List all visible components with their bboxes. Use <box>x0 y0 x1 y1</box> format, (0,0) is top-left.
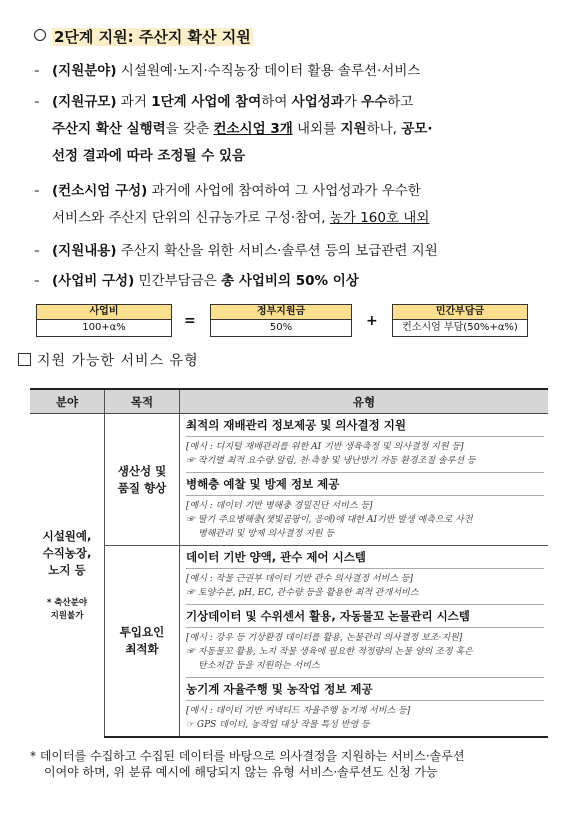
header-purpose: 목적 <box>105 389 180 414</box>
header-field: 분야 <box>30 389 105 414</box>
service-item: 병해충 예찰 및 방제 정보 제공 [예시 : 데이터 기반 병해충 경밀진단 서비스 등] ☞ 딸기 주요병해충(잿빛곰팡이, 응애)에 대한 AI기반 발생 예측으로 사전 병해관리 및 방제 의사결정 지원 등 <box>186 472 544 545</box>
formula-private-funding: 민간부담금 컨소시엄 부담(50%+α%) <box>392 304 528 337</box>
livestock-note: * 축산분야 지원불가 <box>46 598 88 621</box>
formula-equals: = <box>184 313 196 329</box>
service-list <box>180 414 549 546</box>
purpose-cell: 생산성 및 품질 향상 <box>105 414 180 546</box>
service-item: 기상데이터 및 수위센서 활용, 자동물꼬 논물관리 시스템 [예시 : 강우 등 기상환경 데이터를 활용, 논물관리 의사결정 보조·지원] ☞ 자동물꼬 활용, 노지 작물 생육에 필요한 적정량의 논물 양의 조정 혹은 탄소저감 등을 지원하는 서비스 <box>186 604 544 677</box>
table-row <box>30 546 548 738</box>
section-heading-text: 2단계 지원: 주산지 확산 지원 <box>54 28 251 46</box>
formula-plus: + <box>366 313 378 329</box>
field-cell: 시설원예, 수직농장, 노지 등 * 축산분야 지원불가 <box>30 414 105 738</box>
table-row <box>30 414 548 546</box>
item-budget-composition: - (사업비 구성) 민간부담금은 총 사업비의 50% 이상 <box>34 273 359 289</box>
footnote: * 데이터를 수집하고 수집된 데이터를 바탕으로 의사결정을 지원하는 서비스·솔루션 이여야 하며, 위 분류 예시에 해당되지 않는 유형 서비스·솔루션도 신청 가능 <box>30 749 465 779</box>
item-support-content: - (지원내용) 주산지 확산을 위한 서비스·솔루션 등의 보급관련 지원 <box>34 243 438 259</box>
service-types-heading: 지원 가능한 서비스 유형 <box>18 350 199 370</box>
service-item: 농기계 자율주행 및 농작업 정보 제공 [예시 : 데이터 기반 커넥티드 자율주행 농기계 서비스 등] ☞ GPS 데이터, 농작업 대상 작물 특성 반영 등 <box>186 677 544 736</box>
item-consortium-composition: - (컨소시엄 구성) 과거에 사업에 참여하여 그 사업성과가 우수한 서비스와 주산지 단위의 신규농가로 구성·참여, 농가 160호 내외 <box>34 183 430 226</box>
service-types-table <box>30 388 548 738</box>
service-list <box>180 546 549 738</box>
service-item: 최적의 재배관리 정보제공 및 의사결정 지원 [예시 : 디지털 재배관리를 위한 AI 기반 생육측정 및 의사결정 지원 등] ☞ 작기별 최적 요수량 알림, 천·측창 및 냉난방기 가동 환경조절 솔루션 등 <box>186 414 544 472</box>
item-support-scale: - (지원규모) 과거 1단계 사업에 참여하여 사업성과가 우수하고 주산지 확산 실행력을 갖춘 컨소시엄 3개 내외를 지원하나, 공모· 선정 결과에 따라 조정될 수 있음 <box>34 94 433 164</box>
circle-bullet-icon <box>34 29 46 41</box>
checkbox-square-icon <box>18 353 31 366</box>
formula-gov-funding: 정부지원금 50% <box>210 304 352 337</box>
purpose-cell: 투입요인 최적화 <box>105 546 180 738</box>
service-item: 데이터 기반 양액, 관수 제어 시스템 [예시 : 작물 근권부 데이터 기반 관수 의사결정 서비스 등] ☞ 토양수분, pH, EC, 관수량 등을 활용한 최적 관개서비스 <box>186 546 544 604</box>
section-heading <box>34 26 253 47</box>
item-support-field: - (지원분야) 시설원예·노지·수직농장 데이터 활용 솔루션·서비스 <box>34 63 421 79</box>
header-type: 유형 <box>180 389 549 414</box>
table-header-row <box>30 389 548 414</box>
formula-total-budget: 사업비 100+α% <box>36 304 172 337</box>
